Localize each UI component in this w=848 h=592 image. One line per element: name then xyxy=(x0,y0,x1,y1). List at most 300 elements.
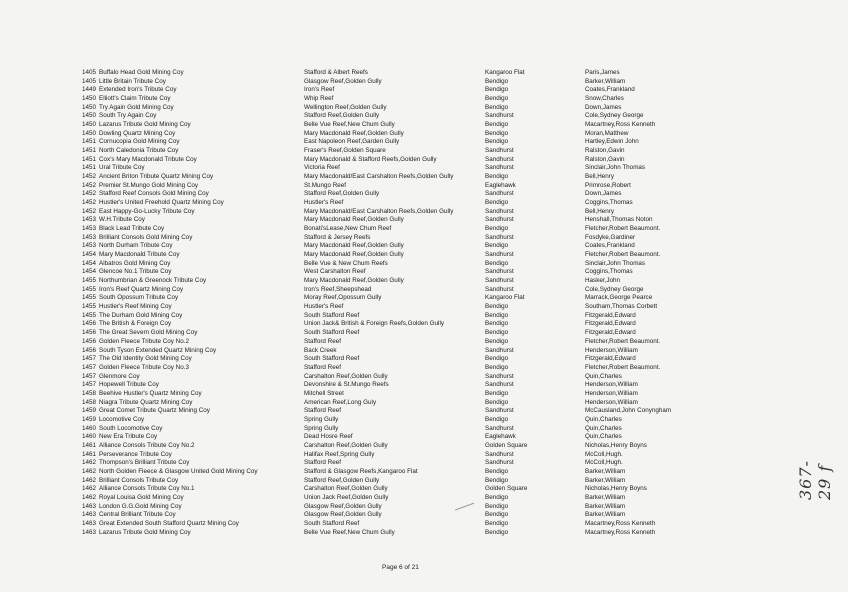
reef-location: Moray Reef,Opossum Gully xyxy=(304,294,382,302)
company-name: London G.G.Gold Mining Coy xyxy=(99,502,182,510)
district: Bendigo xyxy=(485,363,509,371)
reef-location: Stafford Reef xyxy=(304,459,341,467)
row-number: 1456 xyxy=(82,337,97,345)
district: Golden Square xyxy=(485,485,528,493)
owner-name: McColl,Hugh. xyxy=(585,459,623,467)
reef-location: Belle Vue & New Chum Reefs xyxy=(304,259,388,267)
reef-location: South Stafford Reef xyxy=(304,519,360,527)
owner-name: Ralston,Gavin xyxy=(585,147,625,155)
district: Bendigo xyxy=(485,320,509,328)
list-item xyxy=(82,320,842,329)
owner-name: Moran,Matthew xyxy=(585,129,629,137)
list-item xyxy=(82,260,842,269)
list-item xyxy=(82,347,842,356)
district: Sandhurst xyxy=(485,251,514,259)
reef-location: South Stafford Reef xyxy=(304,329,360,337)
list-item xyxy=(82,494,842,503)
reef-location: Hustler's Reef xyxy=(304,199,344,207)
row-number: 1455 xyxy=(82,277,97,285)
district: Sandhurst xyxy=(485,381,514,389)
district: Sandhurst xyxy=(485,164,514,172)
district: Bendigo xyxy=(485,303,509,311)
list-item xyxy=(82,268,842,277)
list-item xyxy=(82,78,842,87)
list-item xyxy=(82,355,842,364)
list-item xyxy=(82,329,842,338)
owner-name: Marrack,George Pearce xyxy=(585,294,653,302)
company-name: East Happy-Go-Lucky Tribute Coy xyxy=(99,207,195,215)
district: Sandhurst xyxy=(485,147,514,155)
district: Bendigo xyxy=(485,259,509,267)
list-item xyxy=(82,477,842,486)
company-name: W.H.Tribute Coy xyxy=(99,216,145,224)
district: Golden Square xyxy=(485,441,528,449)
reef-location: Glasgow Reef,Golden Gully xyxy=(304,502,382,510)
owner-name: Fletcher,Robert Beaumont. xyxy=(585,251,661,259)
owner-name: McColl,Hugh. xyxy=(585,450,623,458)
list-item xyxy=(82,364,842,373)
company-name: Lazarus Tribute Gold Mining Coy xyxy=(99,121,191,129)
owner-name: McCausland,John Conyngham xyxy=(585,407,672,415)
owner-name: Coggins,Thomas xyxy=(585,199,633,207)
reef-location: Dead Hosre Reef xyxy=(304,433,353,441)
company-name: South Try Again Coy xyxy=(99,112,157,120)
row-number: 1457 xyxy=(82,372,97,380)
company-name: Hustler's United Freehold Quartz Mining Coy xyxy=(99,199,224,207)
owner-name: Henshall,Thomas Noton xyxy=(585,216,653,224)
list-item xyxy=(82,451,842,460)
district: Bendigo xyxy=(485,415,509,423)
row-number: 1453 xyxy=(82,242,97,250)
list-item xyxy=(82,485,842,494)
district: Eaglehawk xyxy=(485,433,516,441)
company-name: Locomotive Coy xyxy=(99,415,145,423)
list-item xyxy=(82,86,842,95)
row-number: 1452 xyxy=(82,207,97,215)
owner-name: Barker,William xyxy=(585,467,626,475)
company-name: South Tyson Extended Quartz Mining Coy xyxy=(99,346,217,354)
reef-location: Back Creek xyxy=(304,346,337,354)
district: Sandhurst xyxy=(485,155,514,163)
reef-location: St.Mungo Reef xyxy=(304,181,347,189)
list-item xyxy=(82,182,842,191)
list-item xyxy=(82,121,842,130)
list-item xyxy=(82,69,842,78)
district: Bendigo xyxy=(485,502,509,510)
company-name: Cornucopia Gold Mining Coy xyxy=(99,138,180,146)
district: Sandhurst xyxy=(485,424,514,432)
row-number: 1457 xyxy=(82,355,97,363)
reef-location: Glasgow Reef,Golden Gully xyxy=(304,77,382,85)
row-number: 1459 xyxy=(82,415,97,423)
district: Sandhurst xyxy=(485,112,514,120)
district: Sandhurst xyxy=(485,285,514,293)
reef-location: Stafford & Albert Reefs xyxy=(304,69,368,76)
row-number: 1455 xyxy=(82,303,97,311)
reef-location: Mary Macdonald Reef,Golden Gully xyxy=(304,216,404,224)
list-item xyxy=(82,104,842,113)
list-item xyxy=(82,277,842,286)
company-name: Mary Macdonald Tribute Coy xyxy=(99,251,180,259)
district: Sandhurst xyxy=(485,346,514,354)
company-name: Glenmore Coy xyxy=(99,372,140,380)
list-item xyxy=(82,399,842,408)
reef-location: Belle Vue Reef,New Chum Gully xyxy=(304,121,395,129)
company-name: North Durham Tribute Coy xyxy=(99,242,173,250)
company-name: The British & Foreign Coy xyxy=(99,320,172,328)
reef-location: Mary Macdonald Reef,Golden Gully xyxy=(304,277,404,285)
reef-location: Fraser's Reef,Golden Square xyxy=(304,147,386,155)
row-number: 1460 xyxy=(82,424,97,432)
reef-location: Carshalton Reef,Golden Gully xyxy=(304,485,388,493)
list-item xyxy=(82,459,842,468)
company-name: Extended Iron's Tribute Coy xyxy=(99,86,177,94)
company-name: Brilliant Consols Tribute Coy xyxy=(99,476,179,484)
row-number: 1450 xyxy=(82,129,97,137)
company-name: Elliott's Claim Tribute Coy xyxy=(99,95,171,103)
owner-name: Nicholas,Henry Boyns xyxy=(585,441,647,449)
reef-location: Mary Macdonald/East Carshalton Reefs,Golden Gully xyxy=(304,173,454,181)
district: Bendigo xyxy=(485,493,509,501)
company-name: Stafford Reef Consols Gold Mining Coy xyxy=(99,190,209,198)
list-item xyxy=(82,381,842,390)
row-number: 1451 xyxy=(82,155,97,163)
company-name: Central Brilliant Tribute Coy xyxy=(99,511,176,519)
row-number: 1451 xyxy=(82,147,97,155)
company-name: Brilliant Consols Gold Mining Coy xyxy=(99,233,193,241)
owner-name: Down,James xyxy=(585,190,622,198)
list-item xyxy=(82,208,842,217)
owner-name: Quin,Charles xyxy=(585,433,622,441)
company-name: New Era Tribute Coy xyxy=(99,433,158,441)
list-item xyxy=(82,390,842,399)
company-name: Northumbrian & Greenock Tribute Coy xyxy=(99,277,207,285)
row-number: 1453 xyxy=(82,216,97,224)
reef-location: Spring Gully xyxy=(304,415,339,423)
reef-location: Stafford Reef xyxy=(304,337,341,345)
reef-location: Stafford Reef xyxy=(304,363,341,371)
district: Bendigo xyxy=(485,103,509,111)
reef-location: Mary Macdonald Reef,Golden Gully xyxy=(304,129,404,137)
owner-name: Coates,Frankland xyxy=(585,86,635,94)
owner-name: Nicholas,Henry Boyns xyxy=(585,485,647,493)
owner-name: Southam,Thomas Corbett xyxy=(585,303,658,311)
owner-name: Henderson,William xyxy=(585,346,638,354)
row-number: 1454 xyxy=(82,251,97,259)
company-name: Try Again Gold Mining Coy xyxy=(99,103,174,111)
owner-name: Henderson,William xyxy=(585,398,638,406)
list-item xyxy=(82,112,842,121)
list-item xyxy=(82,164,842,173)
company-name: Glencoe No.1 Tribute Coy xyxy=(99,268,172,276)
district: Eaglehawk xyxy=(485,181,516,189)
company-name: Royal Louisa Gold Mining Coy xyxy=(99,493,184,501)
owner-name: Fitzgerald,Edward xyxy=(585,355,636,363)
row-number: 1458 xyxy=(82,389,97,397)
company-name: Cox's Mary Macdonald Tribute Coy xyxy=(99,155,197,163)
reef-location: Belle Vue Reef,New Chum Gully xyxy=(304,528,395,536)
district: Kangaroo Flat xyxy=(485,294,525,302)
company-name: Ancient Briton Tribute Quartz Mining Coy xyxy=(99,173,214,181)
owner-name: Henderson,William xyxy=(585,389,638,397)
reef-location: Stafford Reef,Golden Gully xyxy=(304,112,380,120)
owner-name: Barker,William xyxy=(585,476,626,484)
row-number: 1463 xyxy=(82,502,97,510)
owner-name: Sinclair,John Thomas xyxy=(585,259,646,267)
list-item xyxy=(82,156,842,165)
district: Bendigo xyxy=(485,199,509,207)
district: Bendigo xyxy=(485,511,509,519)
row-number: 1461 xyxy=(82,441,97,449)
owner-name: Fletcher,Robert Beaumont. xyxy=(585,337,661,345)
company-name: North Caledonia Tribute Coy xyxy=(99,147,179,155)
row-number: 1462 xyxy=(82,485,97,493)
company-name: Golden Fleece Tribute Coy No.2 xyxy=(99,337,189,345)
row-number: 1458 xyxy=(82,398,97,406)
list-item xyxy=(82,95,842,104)
district: Sandhurst xyxy=(485,277,514,285)
district: Bendigo xyxy=(485,242,509,250)
list-item xyxy=(82,442,842,451)
owner-name: Macartney,Ross Kenneth xyxy=(585,528,656,536)
owner-name: Paris,James xyxy=(585,69,620,76)
district: Sandhurst xyxy=(485,372,514,380)
list-item xyxy=(82,433,842,442)
company-name: North Golden Fleece & Glasgow United Gold Mining Coy xyxy=(99,467,258,475)
list-item xyxy=(82,294,842,303)
company-name: Ural Tribute Coy xyxy=(99,164,145,172)
reef-location: Union Jack Reef,Golden Gully xyxy=(304,493,389,501)
row-number: 1454 xyxy=(82,259,97,267)
row-number: 1454 xyxy=(82,268,97,276)
list-item xyxy=(82,312,842,321)
list-item xyxy=(82,511,842,520)
owner-name: Hartley,Edwin John xyxy=(585,138,639,146)
row-number: 1453 xyxy=(82,233,97,241)
company-name: Beehive Hustler's Quartz Mining Coy xyxy=(99,389,202,397)
reef-location: Whip Reef xyxy=(304,95,334,103)
district: Bendigo xyxy=(485,86,509,94)
company-name: Hustler's Reef Mining Coy xyxy=(99,303,172,311)
row-number: 1456 xyxy=(82,346,97,354)
reef-location: Devonshire & St.Mungo Reefs xyxy=(304,381,389,389)
list-item xyxy=(82,199,842,208)
row-number: 1450 xyxy=(82,121,97,129)
row-number: 1459 xyxy=(82,407,97,415)
reef-location: Stafford & Glasgow Reefs,Kangaroo Flat xyxy=(304,467,418,475)
list-item xyxy=(82,520,842,529)
owner-name: Fletcher,Robert Beaumont. xyxy=(585,363,661,371)
row-number: 1451 xyxy=(82,138,97,146)
district: Sandhurst xyxy=(485,459,514,467)
row-number: 1462 xyxy=(82,476,97,484)
company-name: Iron's Reef Quartz Mining Coy xyxy=(99,285,184,293)
list-item xyxy=(82,234,842,243)
row-number: 1457 xyxy=(82,381,97,389)
reef-location: Iron's Reef,Sheepshead xyxy=(304,285,372,293)
reef-location: Union Jack& British & Foreign Reefs,Golden Gully xyxy=(304,320,444,328)
list-item xyxy=(82,216,842,225)
owner-name: Fitzgerald,Edward xyxy=(585,311,636,319)
district: Bendigo xyxy=(485,129,509,137)
list-item xyxy=(82,338,842,347)
list-item xyxy=(82,251,842,260)
list-item xyxy=(82,225,842,234)
reef-location: Carshalton Reef,Golden Gully xyxy=(304,441,388,449)
reef-location: Carshalton Reef,Golden Gully xyxy=(304,372,388,380)
row-number: 1455 xyxy=(82,285,97,293)
list-item xyxy=(82,190,842,199)
row-number: 1452 xyxy=(82,199,97,207)
reef-location: Stafford Reef,Golden Gully xyxy=(304,476,380,484)
district: Bendigo xyxy=(485,337,509,345)
reef-location: Mary Macdonald Reef,Golden Gully xyxy=(304,242,404,250)
district: Bendigo xyxy=(485,173,509,181)
company-name: The Durham Gold Mining Coy xyxy=(99,311,183,319)
row-number: 1455 xyxy=(82,311,97,319)
row-number: 1450 xyxy=(82,103,97,111)
reef-location: Wellington Reef,Golden Gully xyxy=(304,103,387,111)
owner-name: Macartney,Ross Kenneth xyxy=(585,121,656,129)
reef-location: Halifax Reef,Spring Gully xyxy=(304,450,375,458)
owner-name: Down,James xyxy=(585,103,622,111)
district: Bendigo xyxy=(485,121,509,129)
list-item xyxy=(82,173,842,182)
list-item xyxy=(82,373,842,382)
district: Bendigo xyxy=(485,398,509,406)
row-number: 1452 xyxy=(82,181,97,189)
district: Bendigo xyxy=(485,389,509,397)
row-number: 1460 xyxy=(82,433,97,441)
district: Bendigo xyxy=(485,329,509,337)
reef-location: Mary Macdonald & Stafford Reefs,Golden Gully xyxy=(304,155,437,163)
list-item xyxy=(82,130,842,139)
company-name: Albatros Gold Mining Coy xyxy=(99,259,171,267)
district: Sandhurst xyxy=(485,207,514,215)
list-item xyxy=(82,286,842,295)
list-item xyxy=(82,303,842,312)
row-number: 1405 xyxy=(82,69,97,76)
owner-name: Barker,William xyxy=(585,511,626,519)
owner-name: Quin,Charles xyxy=(585,424,622,432)
list-item xyxy=(82,407,842,416)
row-number: 1463 xyxy=(82,528,97,536)
row-number: 1451 xyxy=(82,164,97,172)
district: Bendigo xyxy=(485,467,509,475)
company-name: Black Lead Tribute Coy xyxy=(99,225,165,233)
row-number: 1462 xyxy=(82,467,97,475)
row-number: 1449 xyxy=(82,86,97,94)
row-number: 1405 xyxy=(82,77,97,85)
reef-location: Mary Macdonald Reef,Golden Gully xyxy=(304,251,404,259)
owner-name: Barker,William xyxy=(585,502,626,510)
row-number: 1461 xyxy=(82,450,97,458)
owner-name: Quin,Charles xyxy=(585,372,622,380)
list-item xyxy=(82,529,842,538)
district: Sandhurst xyxy=(485,190,514,198)
owner-name: Fitzgerald,Edward xyxy=(585,320,636,328)
list-item xyxy=(82,468,842,477)
list-item xyxy=(82,147,842,156)
district: Bendigo xyxy=(485,476,509,484)
reef-location: Bonati'sLease,New Chum Reef xyxy=(304,225,392,233)
list-item xyxy=(82,425,842,434)
district: Sandhurst xyxy=(485,268,514,276)
owner-name: Bell,Henry xyxy=(585,173,615,181)
row-number: 1463 xyxy=(82,511,97,519)
company-name: Buffalo Head Gold Mining Coy xyxy=(99,69,184,76)
owner-name: Quin,Charles xyxy=(585,415,622,423)
reef-location: South Stafford Reef xyxy=(304,355,360,363)
company-name: The Great Severn Gold Mining Coy xyxy=(99,329,198,337)
company-name: Great Comet Tribute Quartz Mining Coy xyxy=(99,407,210,415)
district: Sandhurst xyxy=(485,233,514,241)
district: Bendigo xyxy=(485,355,509,363)
district: Bendigo xyxy=(485,311,509,319)
reef-location: American Reef,Long Guly xyxy=(304,398,377,406)
district: Bendigo xyxy=(485,77,509,85)
owner-name: Ralston,Gavin xyxy=(585,155,625,163)
owner-name: Barker,William xyxy=(585,77,626,85)
reef-location: South Stafford Reef xyxy=(304,311,360,319)
district: Bendigo xyxy=(485,225,509,233)
owner-name: Cole,Sydney George xyxy=(585,285,644,293)
owner-name: Fitzgerald,Edward xyxy=(585,329,636,337)
district: Sandhurst xyxy=(485,216,514,224)
owner-name: Snow,Charles xyxy=(585,95,624,103)
owner-name: Sinclair,John Thomas xyxy=(585,164,646,172)
owner-name: Coggins,Thomas xyxy=(585,268,633,276)
owner-name: Bell,Henry xyxy=(585,207,615,215)
handwritten-annotation: 367-29 f xyxy=(796,460,834,500)
company-name: Thompson's Brilliant Tribute Coy xyxy=(99,459,190,467)
row-number: 1450 xyxy=(82,95,97,103)
company-name: Great Extended South Stafford Quartz Mining Coy xyxy=(99,519,239,527)
company-name: Little Britain Tribute Coy xyxy=(99,77,166,85)
reef-location: Mitchell Street xyxy=(304,389,344,397)
owner-name: Fletcher,Robert Beaumont. xyxy=(585,225,661,233)
page-number: Page 6 of 21 xyxy=(382,564,419,571)
company-name: Hopewell Tribute Coy xyxy=(99,381,159,389)
row-number: 1452 xyxy=(82,190,97,198)
company-name: Niagra Tribute Quartz Mining Coy xyxy=(99,398,193,406)
company-name: Alliance Consols Tribute Coy No.1 xyxy=(99,485,195,493)
row-number: 1452 xyxy=(82,173,97,181)
row-number: 1462 xyxy=(82,493,97,501)
row-number: 1456 xyxy=(82,329,97,337)
reef-location: Stafford Reef,Golden Gully xyxy=(304,190,380,198)
company-name: Premier St.Mungo Gold Mining Coy xyxy=(99,181,199,189)
reef-location: Mary Macdonald/East Carshalton Reefs,Golden Gully xyxy=(304,207,454,215)
row-number: 1457 xyxy=(82,363,97,371)
district: Bendigo xyxy=(485,519,509,527)
row-number: 1456 xyxy=(82,320,97,328)
company-name: Alliance Consols Tribute Coy No.2 xyxy=(99,441,195,449)
owner-name: Barker,William xyxy=(585,493,626,501)
company-name: Golden Fleece Tribute Coy No.3 xyxy=(99,363,189,371)
row-number: 1462 xyxy=(82,459,97,467)
row-number: 1453 xyxy=(82,225,97,233)
company-name: Lazarus Tribute Gold Mining Coy xyxy=(99,528,191,536)
reef-location: Iron's Reef xyxy=(304,86,335,94)
company-name: Dowling Quartz Mining Coy xyxy=(99,129,176,137)
company-name: South Locomotive Coy xyxy=(99,424,163,432)
reef-location: West Carshalton Reef xyxy=(304,268,366,276)
list-item xyxy=(82,242,842,251)
reef-location: Hustler's Reef xyxy=(304,303,344,311)
owner-name: Fosdyke,Gardiner xyxy=(585,233,636,241)
owner-name: Macartney,Ross Kenneth xyxy=(585,519,656,527)
